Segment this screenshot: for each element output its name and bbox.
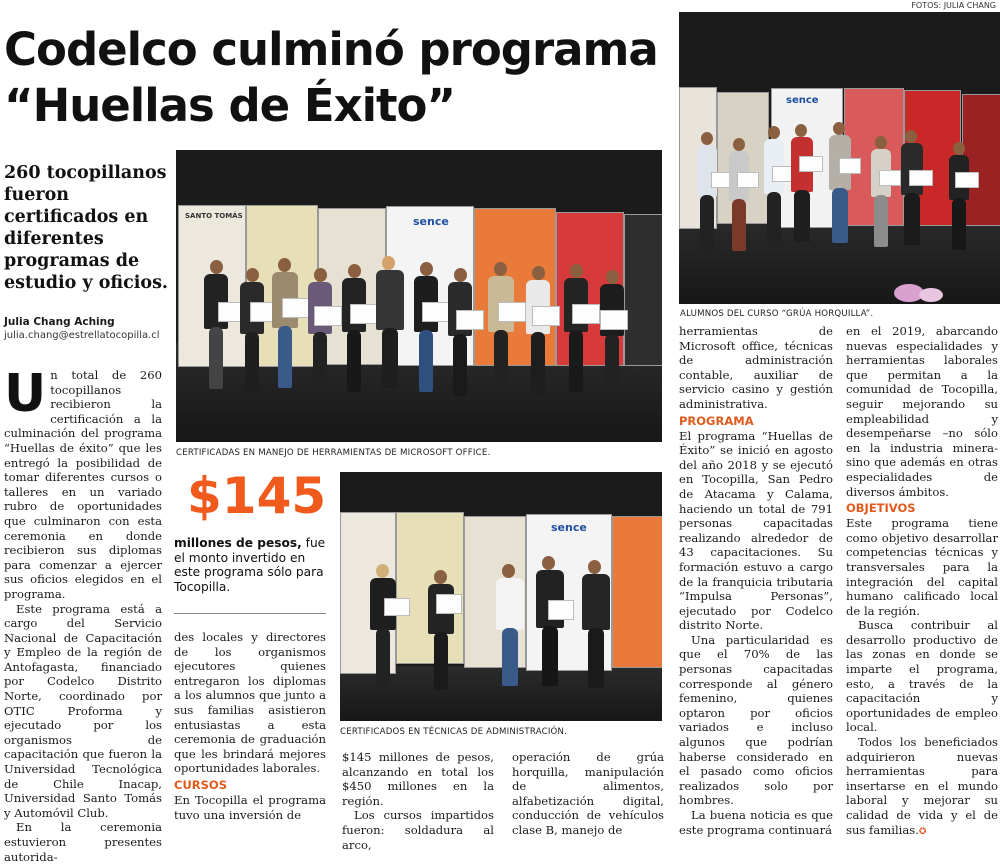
drop-cap: U [4, 364, 47, 424]
article-column-2 [174, 630, 326, 822]
caption-grua-horquilla: ALUMNOS DEL CURSO “GRÚA HORQUILLA”. [680, 309, 874, 319]
photo-credit: FOTOS: JULIA CHANG [911, 1, 996, 10]
caption-administracion: CERTIFICADOS EN TÉCNICAS DE ADMINISTRACIÓN. [340, 727, 568, 737]
article-column-6 [846, 324, 998, 839]
photo-administracion [340, 472, 662, 721]
headline-line-2: “Huellas de Éxito” [4, 79, 456, 132]
col2-paragraph-1: des locales y directores de los organismos ejecutores quienes entregaron los diplomas a los alumnos que junto a sus familias asistieron entusiastas a esta ceremonia de graduación que les brindará mejores oportunidades laborales. [174, 630, 326, 776]
headline [4, 22, 674, 134]
col2-paragraph-2: En Tocopilla el programa tuvo una inversión de [174, 792, 326, 822]
col5-paragraph-1: herramientas de Microsoft office, técnicas de administración contable, auxiliar de servicio casino y gestión administrativa. [679, 324, 833, 411]
col6-paragraph-4: Todos los beneficiados adquirieron nuevas herramientas para insertarse en el mundo laboral y mejorar su calidad de vida y el de sus familias. [846, 735, 998, 837]
photo-microsoft-office [176, 150, 662, 442]
headline-line-1: Codelco culminó programa [4, 23, 658, 76]
col5-paragraph-3: Una particularidad es que el 70% de las personas capacitadas corresponde al género femenino, quienes optaron por oficios variados e incluso algunos que podrían haberse considerado en el pasado como oficios realizados solo por hombres. [679, 632, 833, 808]
highlight-text [174, 536, 329, 594]
col3-paragraph-1: $145 millones de pesos, alcanzando en total los $450 millones en la región. [342, 750, 494, 808]
sence-logo-2: sence [413, 215, 449, 228]
col1-paragraph-2: Este programa está a cargo del Servicio Nacional de Capacitación y Empleo de la región de Antofagasta, financiado por Codelco Distrito Norte, coordinado por OTIC Proforma y ejecutado por los organismos de capacitación que fueron la Universidad Tecnológica de Chile Inacap, Universidad Santo Tomás y Automóvil Club. [4, 601, 162, 820]
section-programa: PROGRAMA [679, 413, 754, 428]
highlight-divider [174, 613, 326, 614]
caption-microsoft-office: CERTIFICADAS EN MANEJO DE HERRAMIENTAS DE MICROSOFT OFFICE. [176, 448, 491, 458]
subheadline: 260 tocopillanos fueron certificados en diferentes programas de estudio y oficios. [4, 163, 169, 293]
end-mark-icon: ✪ [918, 826, 927, 837]
author-email: julia.chang@estrellatocopilla.cl [4, 330, 160, 341]
col6-paragraph-3: Busca contribuir al desarrollo productivo de las zonas en donde se imparte el programa, esto, a través de la capacitación y oportunidades de empleo local. [846, 618, 998, 735]
col4-paragraph-1: operación de grúa horquilla, manipulación de alimentos, alfabetización digital, conducción de vehículos clase B, manejo de [512, 750, 664, 837]
article-column-1 [4, 364, 162, 864]
article-column-4 [512, 750, 664, 838]
santo-tomas-logo: SANTO TOMÁS [185, 212, 243, 220]
highlight-amount: $145 [187, 467, 327, 525]
section-cursos: CURSOS [174, 777, 227, 792]
section-objetivos: OBJETIVOS [846, 501, 916, 516]
col6-paragraph-2: Este programa tiene como objetivo desarrollar competencias técnicas y transversales para la integración del capital humano calificado local de la región. [846, 516, 998, 618]
byline [4, 316, 174, 342]
col3-paragraph-2: Los cursos impartidos fueron: soldadura al arco, [342, 808, 494, 852]
photo-grua-horquilla [679, 12, 1000, 304]
sence-logo-3: sence [551, 521, 587, 534]
col1-paragraph-3: En la ceremonia estuvieron presentes autorida- [4, 820, 162, 864]
col5-paragraph-2: El programa “Huellas de Éxito” se inició en agosto del año 2018 y se ejecutó en Tocopilla, San Pedro de Atacama y Calama, haciendo un total de 791 personas capacitadas realizando alrededor de 43 capacitaciones. Su formación estuvo a cargo de la franquicia tributaria “Impulsa Personas”, ejecutado por Codelco distrito Norte. [679, 428, 833, 633]
author-name: Julia Chang Aching [4, 316, 115, 328]
article-column-5 [679, 324, 833, 837]
col6-paragraph-1: en el 2019, abarcando nuevas especialidades y herramientas laborales que permitan a la comunidad de Tocopilla, seguir mejorando su empleabilidad y desempeñarse –no sólo en la industria minera- sino que además en otras especialidades de diversos ámbitos. [846, 324, 998, 499]
highlight-text-rest: fue el monto invertido en este programa sólo para Tocopilla. [174, 536, 326, 594]
highlight-text-bold: millones de pesos, [174, 536, 302, 550]
col5-paragraph-4: La buena noticia es que este programa continuará [679, 808, 833, 837]
sence-logo: sence [786, 95, 819, 106]
col1-paragraph-1: n total de 260 tocopillanos recibieron la certificación a la culminación del programa “Huellas de éxito” que les entregó la posibilidad de tomar diferentes cursos o talleres en un variado rubro de oportunidades que culminaron con esta ceremonia en donde recibieron sus diplomas para comenzar a ejercer sus oficios elegidos en el programa. [4, 368, 162, 601]
